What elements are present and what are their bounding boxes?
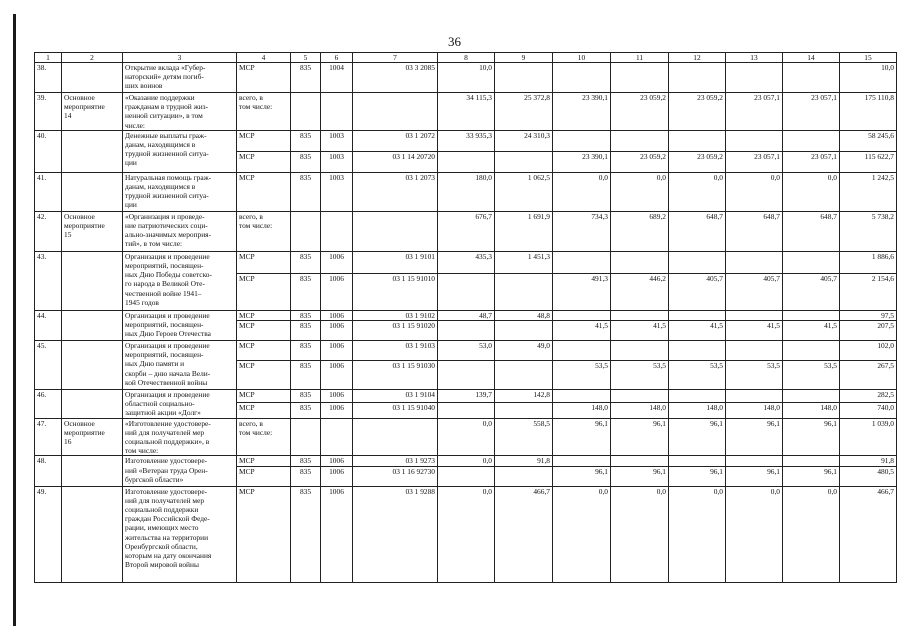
value-cell (669, 310, 726, 320)
row-number-cell: 38. (35, 63, 62, 93)
admin-cell: МСР (237, 466, 291, 486)
col-header: 5 (291, 53, 321, 63)
row-number-cell: 41. (35, 172, 62, 211)
value-cell: 267,5 (840, 361, 897, 390)
value-cell: 53,5 (611, 361, 669, 390)
value-cell (611, 456, 669, 466)
value-cell (495, 321, 553, 341)
grbs-cell: 835 (291, 466, 321, 486)
code-cell: 03 1 9288 (353, 486, 438, 582)
description-cell: Организация и проведение мероприятий, посвящен- ных Дню Героев Отечества (123, 310, 237, 340)
binding-line (13, 14, 16, 626)
table-row (35, 172, 897, 211)
grbs-cell: 835 (291, 63, 321, 93)
row-number-cell: 47. (35, 418, 62, 456)
grbs-cell: 835 (291, 341, 321, 361)
row-number-cell: 46. (35, 390, 62, 419)
value-cell (495, 361, 553, 390)
col-header: 6 (321, 53, 353, 63)
admin-cell: МСР (237, 402, 291, 418)
admin-cell: всего, в том числе: (237, 418, 291, 456)
measure-cell: Основное мероприятие 15 (62, 211, 123, 251)
code-cell (353, 418, 438, 456)
value-cell (669, 130, 726, 151)
value-cell: 96,1 (783, 466, 840, 486)
section-cell: 1006 (321, 456, 353, 466)
value-cell: 1 451,3 (495, 251, 553, 273)
value-cell (726, 251, 783, 273)
code-cell: 03 1 9104 (353, 390, 438, 403)
value-cell: 23 390,1 (553, 93, 611, 131)
admin-cell: МСР (237, 341, 291, 361)
value-cell: 23 057,1 (726, 93, 783, 131)
value-cell (553, 390, 611, 403)
value-cell: 0,0 (669, 172, 726, 211)
value-cell: 23 057,1 (783, 93, 840, 131)
row-number-cell: 42. (35, 211, 62, 251)
value-cell (438, 466, 495, 486)
description-cell: «Организация и проведе- ние патриотических соци- ально-значимых мероприя- тий», в том числе: (123, 211, 237, 251)
value-cell: 648,7 (726, 211, 783, 251)
measure-cell (62, 456, 123, 486)
value-cell (438, 361, 495, 390)
value-cell: 53,5 (669, 361, 726, 390)
value-cell (669, 251, 726, 273)
grbs-cell: 835 (291, 456, 321, 466)
value-cell (611, 251, 669, 273)
description-cell: Организация и проведение мероприятий, посвящен- ных Дню памяти и скорби – дню начала Вели- кой Отечественной войны (123, 341, 237, 390)
value-cell (495, 273, 553, 310)
row-number-cell: 45. (35, 341, 62, 390)
value-cell: 23 059,2 (669, 151, 726, 172)
value-cell: 96,1 (553, 418, 611, 456)
value-cell: 491,3 (553, 273, 611, 310)
table-row (35, 251, 897, 273)
value-cell (495, 63, 553, 93)
value-cell: 405,7 (669, 273, 726, 310)
measure-cell: Основное мероприятие 16 (62, 418, 123, 456)
admin-cell: МСР (237, 151, 291, 172)
col-header: 1 (35, 53, 62, 63)
col-header: 7 (353, 53, 438, 63)
value-cell: 734,3 (553, 211, 611, 251)
value-cell: 1 691,9 (495, 211, 553, 251)
measure-cell: Основное мероприятие 14 (62, 93, 123, 131)
value-cell: 97,5 (840, 310, 897, 320)
table-header-row (35, 53, 897, 63)
code-cell: 03 1 15 91040 (353, 402, 438, 418)
value-cell (495, 402, 553, 418)
table-row (35, 93, 897, 131)
value-cell: 1 886,6 (840, 251, 897, 273)
value-cell (669, 63, 726, 93)
admin-cell: МСР (237, 63, 291, 93)
value-cell: 0,0 (783, 486, 840, 582)
row-number-cell: 40. (35, 130, 62, 172)
value-cell: 0,0 (553, 486, 611, 582)
value-cell (783, 341, 840, 361)
value-cell: 689,2 (611, 211, 669, 251)
admin-cell: всего, в том числе: (237, 93, 291, 131)
value-cell: 48,7 (438, 310, 495, 320)
value-cell: 207,5 (840, 321, 897, 341)
row-number-cell: 48. (35, 456, 62, 486)
value-cell: 91,8 (840, 456, 897, 466)
value-cell (669, 341, 726, 361)
value-cell: 41,5 (783, 321, 840, 341)
admin-cell: МСР (237, 130, 291, 151)
grbs-cell: 835 (291, 172, 321, 211)
value-cell (495, 466, 553, 486)
value-cell: 41,5 (611, 321, 669, 341)
value-cell (611, 130, 669, 151)
value-cell: 10,0 (438, 63, 495, 93)
value-cell: 48,8 (495, 310, 553, 320)
admin-cell: всего, в том числе: (237, 211, 291, 251)
value-cell: 0,0 (783, 172, 840, 211)
value-cell (783, 456, 840, 466)
value-cell: 466,7 (495, 486, 553, 582)
value-cell: 41,5 (553, 321, 611, 341)
value-cell: 405,7 (783, 273, 840, 310)
value-cell: 0,0 (438, 486, 495, 582)
value-cell (669, 390, 726, 403)
section-cell: 1003 (321, 172, 353, 211)
col-header: 11 (611, 53, 669, 63)
value-cell: 96,1 (553, 466, 611, 486)
value-cell: 0,0 (611, 486, 669, 582)
value-cell: 96,1 (669, 466, 726, 486)
measure-cell (62, 486, 123, 582)
value-cell (438, 273, 495, 310)
section-cell: 1006 (321, 486, 353, 582)
value-cell: 24 310,3 (495, 130, 553, 151)
grbs-cell: 835 (291, 130, 321, 151)
table-row (35, 341, 897, 361)
value-cell: 23 059,2 (611, 151, 669, 172)
value-cell: 41,5 (726, 321, 783, 341)
value-cell: 49,0 (495, 341, 553, 361)
admin-cell: МСР (237, 321, 291, 341)
value-cell (726, 341, 783, 361)
value-cell: 148,0 (553, 402, 611, 418)
value-cell: 1 039,0 (840, 418, 897, 456)
value-cell (611, 63, 669, 93)
value-cell: 282,5 (840, 390, 897, 403)
grbs-cell: 835 (291, 321, 321, 341)
value-cell: 180,0 (438, 172, 495, 211)
description-cell: Денежные выплаты граж- данам, находящимся в трудной жизненной ситуа- ции (123, 130, 237, 172)
value-cell (495, 151, 553, 172)
grbs-cell: 835 (291, 273, 321, 310)
admin-cell: МСР (237, 486, 291, 582)
measure-cell (62, 172, 123, 211)
value-cell: 740,0 (840, 402, 897, 418)
value-cell: 0,0 (438, 456, 495, 466)
value-cell (726, 390, 783, 403)
value-cell: 0,0 (726, 486, 783, 582)
value-cell: 148,0 (783, 402, 840, 418)
table-row (35, 211, 897, 251)
value-cell (783, 310, 840, 320)
grbs-cell: 835 (291, 151, 321, 172)
value-cell: 34 115,3 (438, 93, 495, 131)
value-cell (553, 130, 611, 151)
value-cell (783, 130, 840, 151)
table-row (35, 486, 897, 582)
grbs-cell: 835 (291, 402, 321, 418)
value-cell (553, 63, 611, 93)
measure-cell (62, 251, 123, 310)
code-cell: 03 1 2073 (353, 172, 438, 211)
col-header: 15 (840, 53, 897, 63)
code-cell (353, 93, 438, 131)
value-cell: 148,0 (669, 402, 726, 418)
value-cell: 0,0 (726, 172, 783, 211)
section-cell: 1006 (321, 273, 353, 310)
table-row (35, 63, 897, 93)
value-cell: 53,5 (553, 361, 611, 390)
value-cell: 23 390,1 (553, 151, 611, 172)
code-cell: 03 1 15 91010 (353, 273, 438, 310)
col-header: 2 (62, 53, 123, 63)
grbs-cell: 835 (291, 390, 321, 403)
value-cell: 5 738,2 (840, 211, 897, 251)
value-cell: 148,0 (611, 402, 669, 418)
admin-cell: МСР (237, 390, 291, 403)
value-cell: 480,5 (840, 466, 897, 486)
section-cell (321, 211, 353, 251)
measure-cell (62, 390, 123, 419)
table-row (35, 130, 897, 151)
section-cell: 1006 (321, 402, 353, 418)
description-cell: Организация и проведение мероприятий, посвящен- ных Дню Победы советско- го народа в Великой Оте- чественной войне 1941– 1945 годов (123, 251, 237, 310)
col-header: 3 (123, 53, 237, 63)
measure-cell (62, 130, 123, 172)
code-cell: 03 3 2085 (353, 63, 438, 93)
value-cell: 96,1 (611, 418, 669, 456)
value-cell (783, 251, 840, 273)
code-cell: 03 1 16 92730 (353, 466, 438, 486)
value-cell: 405,7 (726, 273, 783, 310)
section-cell: 1006 (321, 390, 353, 403)
admin-cell: МСР (237, 273, 291, 310)
value-cell (553, 456, 611, 466)
value-cell: 0,0 (438, 418, 495, 456)
value-cell: 102,0 (840, 341, 897, 361)
code-cell (353, 211, 438, 251)
value-cell: 58 245,6 (840, 130, 897, 151)
value-cell: 0,0 (669, 486, 726, 582)
value-cell: 96,1 (669, 418, 726, 456)
section-cell: 1004 (321, 63, 353, 93)
col-header: 13 (726, 53, 783, 63)
value-cell: 53,5 (783, 361, 840, 390)
section-cell: 1003 (321, 130, 353, 151)
code-cell: 03 1 9102 (353, 310, 438, 320)
section-cell: 1006 (321, 321, 353, 341)
value-cell: 446,2 (611, 273, 669, 310)
value-cell (669, 456, 726, 466)
row-number-cell: 49. (35, 486, 62, 582)
value-cell: 175 110,8 (840, 93, 897, 131)
value-cell: 53,5 (726, 361, 783, 390)
description-cell: «Изготовление удостовере- ний для получателей мер социальной поддержки», в том числе: (123, 418, 237, 456)
grbs-cell: 835 (291, 361, 321, 390)
grbs-cell (291, 418, 321, 456)
value-cell (783, 63, 840, 93)
page-number: 36 (448, 34, 461, 49)
value-cell (726, 310, 783, 320)
value-cell (611, 390, 669, 403)
code-cell: 03 1 9103 (353, 341, 438, 361)
value-cell: 96,1 (726, 418, 783, 456)
code-cell: 03 1 9101 (353, 251, 438, 273)
col-header: 9 (495, 53, 553, 63)
admin-cell: МСР (237, 310, 291, 320)
grbs-cell: 835 (291, 486, 321, 582)
code-cell: 03 1 14 20720 (353, 151, 438, 172)
value-cell: 648,7 (669, 211, 726, 251)
row-number-cell: 44. (35, 310, 62, 340)
value-cell: 91,8 (495, 456, 553, 466)
value-cell: 0,0 (611, 172, 669, 211)
table-row (35, 456, 897, 466)
col-header: 12 (669, 53, 726, 63)
value-cell: 676,7 (438, 211, 495, 251)
measure-cell (62, 341, 123, 390)
table-body (35, 53, 897, 583)
section-cell (321, 93, 353, 131)
table-row (35, 418, 897, 456)
value-cell (438, 402, 495, 418)
measure-cell (62, 63, 123, 93)
value-cell: 2 154,6 (840, 273, 897, 310)
value-cell (611, 310, 669, 320)
value-cell: 23 059,2 (611, 93, 669, 131)
admin-cell: МСР (237, 456, 291, 466)
value-cell (726, 456, 783, 466)
col-header: 10 (553, 53, 611, 63)
admin-cell: МСР (237, 361, 291, 390)
value-cell: 466,7 (840, 486, 897, 582)
value-cell: 23 057,1 (783, 151, 840, 172)
col-header: 14 (783, 53, 840, 63)
table-row (35, 390, 897, 403)
grbs-cell: 835 (291, 310, 321, 320)
value-cell: 435,3 (438, 251, 495, 273)
grbs-cell: 835 (291, 251, 321, 273)
section-cell (321, 418, 353, 456)
value-cell: 41,5 (669, 321, 726, 341)
value-cell (553, 251, 611, 273)
code-cell: 03 1 15 91030 (353, 361, 438, 390)
code-cell: 03 1 2072 (353, 130, 438, 151)
value-cell: 53,0 (438, 341, 495, 361)
value-cell (726, 63, 783, 93)
code-cell: 03 1 15 91020 (353, 321, 438, 341)
admin-cell: МСР (237, 251, 291, 273)
budget-table (34, 52, 897, 583)
grbs-cell (291, 211, 321, 251)
value-cell: 1 062,5 (495, 172, 553, 211)
description-cell: Организация и проведение областной социально- защитной акции «Долг» (123, 390, 237, 419)
description-cell: Изготовление удостовере- ний для получателей мер социальной поддержки граждан Российской Феде- рации, имеющих место жительства на территории Оренбургской области, которым на дату окончания Второй мировой войны (123, 486, 237, 582)
value-cell (783, 390, 840, 403)
row-number-cell: 43. (35, 251, 62, 310)
value-cell: 148,0 (726, 402, 783, 418)
value-cell: 0,0 (553, 172, 611, 211)
code-cell: 03 1 9273 (353, 456, 438, 466)
section-cell: 1006 (321, 361, 353, 390)
section-cell: 1006 (321, 310, 353, 320)
description-cell: Изготовление удостовере- ний «Ветеран труда Орен- бургской области» (123, 456, 237, 486)
row-number-cell: 39. (35, 93, 62, 131)
section-cell: 1006 (321, 341, 353, 361)
section-cell: 1006 (321, 466, 353, 486)
description-cell: Открытие вклада «Губер- наторский» детям погиб- ших воинов (123, 63, 237, 93)
value-cell (553, 341, 611, 361)
value-cell (438, 321, 495, 341)
value-cell: 139,7 (438, 390, 495, 403)
section-cell: 1006 (321, 251, 353, 273)
value-cell: 10,0 (840, 63, 897, 93)
col-header: 4 (237, 53, 291, 63)
value-cell: 115 622,7 (840, 151, 897, 172)
value-cell: 23 059,2 (669, 93, 726, 131)
section-cell: 1003 (321, 151, 353, 172)
admin-cell: МСР (237, 172, 291, 211)
value-cell: 96,1 (611, 466, 669, 486)
value-cell: 25 372,8 (495, 93, 553, 131)
value-cell: 23 057,1 (726, 151, 783, 172)
value-cell: 558,5 (495, 418, 553, 456)
value-cell: 648,7 (783, 211, 840, 251)
value-cell (438, 151, 495, 172)
value-cell: 96,1 (726, 466, 783, 486)
value-cell: 1 242,5 (840, 172, 897, 211)
measure-cell (62, 310, 123, 340)
col-header: 8 (438, 53, 495, 63)
value-cell: 96,1 (783, 418, 840, 456)
table-row (35, 310, 897, 320)
grbs-cell (291, 93, 321, 131)
description-cell: «Оказание поддержки гражданам в трудной жиз- ненной ситуации», в том числе: (123, 93, 237, 131)
description-cell: Натуральная помощь граж- данам, находящимся в трудной жизненной ситуа- ции (123, 172, 237, 211)
value-cell: 33 935,3 (438, 130, 495, 151)
value-cell: 142,8 (495, 390, 553, 403)
value-cell (611, 341, 669, 361)
value-cell (726, 130, 783, 151)
value-cell (553, 310, 611, 320)
